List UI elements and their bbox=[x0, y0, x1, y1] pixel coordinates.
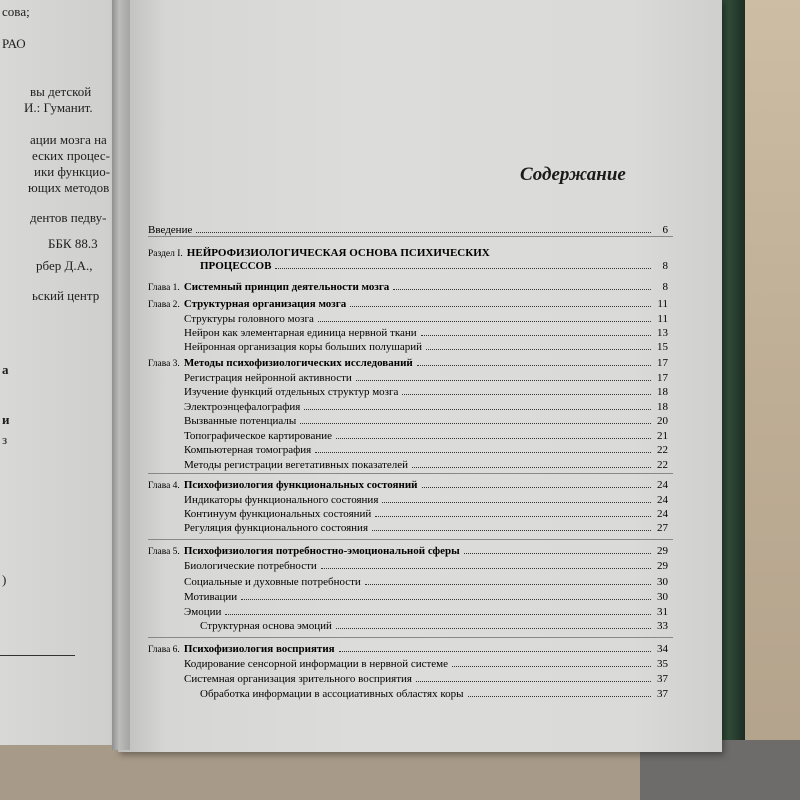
toc-chapter-entry bbox=[148, 355, 668, 369]
toc-separator bbox=[148, 473, 673, 474]
toc-entry-text: Топографическое картирование bbox=[184, 430, 333, 442]
toc-page-number: 18 bbox=[657, 401, 668, 413]
left-page-text-fragment: ьский центр bbox=[32, 288, 100, 303]
toc-entry-label bbox=[148, 545, 460, 557]
toc-page-number: 11 bbox=[657, 298, 668, 310]
toc-entry bbox=[200, 618, 668, 632]
toc-leader-dots bbox=[417, 365, 651, 366]
wooden-table bbox=[740, 0, 800, 760]
left-page-text-fragment: И.: Гуманит. bbox=[24, 100, 93, 115]
toc-entry-prefix: Глава 6. bbox=[148, 645, 180, 655]
toc-leader-dots bbox=[426, 349, 651, 350]
toc-leader-dots bbox=[300, 423, 651, 424]
toc-entry-text: Структуры головного мозга bbox=[184, 313, 314, 325]
toc-entry-text: Системный принцип деятельности мозга bbox=[183, 281, 390, 293]
toc-leader-dots bbox=[304, 409, 651, 410]
toc-entry bbox=[184, 589, 668, 603]
toc-page-number: 29 bbox=[657, 560, 668, 572]
toc-entry-label bbox=[200, 688, 464, 700]
toc-page-number: 34 bbox=[657, 643, 668, 655]
toc-entry-label bbox=[148, 643, 335, 655]
toc-page-number: 15 bbox=[657, 341, 668, 353]
toc-entry bbox=[184, 442, 668, 456]
toc-entry bbox=[184, 558, 668, 572]
left-page-text-fragment: ББК 88.3 bbox=[48, 236, 98, 251]
toc-chapter-entry bbox=[148, 245, 668, 259]
toc-entry-text: Социальные и духовные потребности bbox=[184, 576, 361, 588]
toc-page-number: 17 bbox=[657, 372, 668, 384]
toc-leader-dots bbox=[336, 438, 651, 439]
toc-leader-dots bbox=[416, 681, 651, 682]
left-page-text-fragment: дентов педву- bbox=[30, 210, 107, 225]
toc-leader-dots bbox=[452, 666, 651, 667]
toc-entry-label bbox=[148, 479, 418, 491]
toc-page-number: 18 bbox=[657, 386, 668, 398]
toc-entry-text: Методы психофизиологических исследований bbox=[183, 357, 413, 369]
toc-entry-label bbox=[184, 560, 317, 572]
toc-entry-text: НЕЙРОФИЗИОЛОГИЧЕСКАЯ ОСНОВА ПСИХИЧЕСКИХ bbox=[186, 247, 490, 259]
toc-entry bbox=[184, 370, 668, 384]
toc-page-number: 33 bbox=[657, 620, 668, 632]
toc-entry bbox=[184, 339, 668, 353]
left-page-text-fragment: ) bbox=[2, 572, 7, 587]
toc-entry-text: ПРОЦЕССОВ bbox=[200, 260, 272, 272]
toc-entry bbox=[184, 656, 668, 670]
toc-page-number: 22 bbox=[657, 459, 668, 471]
toc-page-number: 17 bbox=[657, 357, 668, 369]
toc-leader-dots bbox=[275, 268, 651, 269]
toc-leader-dots bbox=[468, 696, 651, 697]
toc-leader-dots bbox=[402, 394, 651, 395]
toc-entry bbox=[200, 258, 668, 272]
toc-entry-text: Эмоции bbox=[184, 606, 222, 618]
toc-entry-text: Введение bbox=[148, 224, 193, 236]
toc-entry-label bbox=[200, 620, 332, 632]
toc-entry-prefix: Глава 5. bbox=[148, 547, 180, 557]
toc-entry-text: Структурная основа эмоций bbox=[200, 620, 332, 632]
left-page-text-fragment: еских процес- bbox=[32, 148, 110, 163]
toc-leader-dots bbox=[393, 289, 651, 290]
toc-entry-prefix: Раздел I. bbox=[148, 249, 183, 259]
toc-chapter-entry bbox=[148, 279, 668, 293]
toc-entry-label bbox=[184, 401, 300, 413]
toc-leader-dots bbox=[336, 628, 651, 629]
toc-page-number: 6 bbox=[662, 224, 668, 236]
toc-entry-text: Нейронная организация коры больших полушарий bbox=[184, 341, 423, 353]
toc-page-number: 11 bbox=[657, 313, 668, 325]
toc-leader-dots bbox=[315, 452, 651, 453]
book-gutter bbox=[112, 0, 130, 750]
toc-leader-dots bbox=[356, 380, 651, 381]
left-page-text-fragment: ющих методов bbox=[28, 180, 110, 195]
toc-entry bbox=[148, 222, 668, 236]
toc-entry-text: Нейрон как элементарная единица нервной ткани bbox=[184, 327, 417, 339]
left-page-text-fragment: совa; bbox=[2, 4, 30, 19]
toc-entry-label bbox=[184, 508, 371, 520]
toc-entry-label bbox=[184, 522, 368, 534]
toc-chapter-entry bbox=[148, 641, 668, 655]
toc-leader-dots bbox=[196, 232, 651, 233]
toc-entry-text: Кодирование сенсорной информации в нервной системе bbox=[184, 658, 449, 670]
toc-entry bbox=[184, 325, 668, 339]
toc-entry-text: Континуум функциональных состояний bbox=[184, 508, 372, 520]
toc-leader-dots bbox=[412, 467, 651, 468]
toc-entry-label bbox=[148, 298, 346, 310]
toc-page-number: 37 bbox=[657, 688, 668, 700]
toc-page-number: 27 bbox=[657, 522, 668, 534]
toc-entry-label bbox=[184, 673, 412, 685]
toc-entry-text: Компьютерная томография bbox=[184, 444, 312, 456]
toc-page-number: 24 bbox=[657, 479, 668, 491]
toc-entry-text: Изучение функций отдельных структур мозга bbox=[184, 386, 399, 398]
toc-leader-dots bbox=[382, 502, 651, 503]
toc-leader-dots bbox=[422, 487, 651, 488]
toc-entry-label bbox=[184, 341, 422, 353]
toc-entry bbox=[184, 574, 668, 588]
toc-entry-text: Регистрация нейронной активности bbox=[184, 372, 352, 384]
toc-separator bbox=[148, 236, 673, 237]
toc-page-number: 30 bbox=[657, 591, 668, 603]
toc-entry-label bbox=[184, 658, 448, 670]
toc-page-number: 35 bbox=[657, 658, 668, 670]
toc-leader-dots bbox=[464, 553, 651, 554]
toc-entry-label bbox=[184, 444, 311, 456]
toc-entry bbox=[184, 428, 668, 442]
toc-entry-text: Индикаторы функционального состояния bbox=[184, 494, 379, 506]
toc-entry bbox=[200, 686, 668, 700]
toc-separator bbox=[148, 539, 673, 540]
toc-entry bbox=[184, 384, 668, 398]
toc-entry-label bbox=[184, 576, 361, 588]
toc-entry-prefix: Глава 2. bbox=[148, 300, 180, 310]
toc-page-number: 24 bbox=[657, 494, 668, 506]
toc-leader-dots bbox=[225, 614, 651, 615]
left-page-text-fragment: и bbox=[2, 412, 10, 427]
toc-leader-dots bbox=[241, 599, 651, 600]
toc-page-number: 22 bbox=[657, 444, 668, 456]
toc-entry bbox=[184, 604, 668, 618]
toc-entry-label bbox=[148, 224, 192, 236]
toc-entry-label bbox=[184, 327, 417, 339]
toc-page-number: 20 bbox=[657, 415, 668, 427]
toc-entry-text: Методы регистрации вегетативных показателей bbox=[184, 459, 409, 471]
toc-leader-dots bbox=[372, 530, 651, 531]
toc-entry-text: Психофизиология потребностно-эмоциональной сферы bbox=[183, 545, 460, 557]
left-page-text-fragment: ики функцио- bbox=[34, 164, 111, 179]
toc-leader-dots bbox=[350, 306, 651, 307]
left-page-text-fragment: з bbox=[2, 432, 8, 447]
toc-entry-text: Мотивации bbox=[184, 591, 238, 603]
toc-entry-label bbox=[184, 494, 378, 506]
toc-entry-prefix: Глава 1. bbox=[148, 283, 180, 293]
toc-entry-prefix: Глава 4. bbox=[148, 481, 180, 491]
toc-leader-dots bbox=[321, 568, 651, 569]
toc-page-number: 13 bbox=[657, 327, 668, 339]
left-page-text-fragment: ации мозга на bbox=[30, 132, 107, 147]
toc-entry-label bbox=[184, 430, 332, 442]
toc-title: Содержание bbox=[520, 164, 626, 185]
toc-entry-label bbox=[184, 415, 296, 427]
toc-entry-text: Психофизиология функциональных состояний bbox=[183, 479, 418, 491]
toc-entry bbox=[184, 492, 668, 506]
toc-page-number: 37 bbox=[657, 673, 668, 685]
left-page-rule bbox=[0, 655, 75, 656]
toc-page-number: 8 bbox=[662, 260, 668, 272]
toc-leader-dots bbox=[318, 321, 651, 322]
toc-entry bbox=[184, 506, 668, 520]
left-page-text-fragment: а bbox=[2, 362, 9, 377]
toc-entry-text: Электроэнцефалография bbox=[184, 401, 301, 413]
left-page-text-fragment: РАО bbox=[2, 36, 26, 51]
left-page-text-fragment: рбер Д.А., bbox=[36, 258, 93, 273]
toc-entry bbox=[184, 457, 668, 471]
toc-page-number: 24 bbox=[657, 508, 668, 520]
toc-entry bbox=[184, 311, 668, 325]
toc-page-number: 8 bbox=[662, 281, 668, 293]
toc-leader-dots bbox=[365, 584, 651, 585]
toc-leader-dots bbox=[375, 516, 651, 517]
toc-entry-label bbox=[148, 281, 389, 293]
toc-entry-label bbox=[184, 372, 352, 384]
left-page-text-fragment: вы детской bbox=[30, 84, 92, 99]
toc-entry-label bbox=[184, 606, 221, 618]
toc-leader-dots bbox=[339, 651, 651, 652]
toc-entry-text: Структурная организация мозга bbox=[183, 298, 347, 310]
toc-entry-text: Психофизиология восприятия bbox=[183, 643, 335, 655]
toc-page-number: 31 bbox=[657, 606, 668, 618]
toc-entry-label bbox=[148, 357, 413, 369]
toc-entry bbox=[184, 413, 668, 427]
toc-page-number: 30 bbox=[657, 576, 668, 588]
left-page bbox=[0, 0, 128, 745]
toc-entry-label bbox=[184, 386, 398, 398]
toc-entry-label bbox=[184, 459, 408, 471]
toc-entry bbox=[184, 671, 668, 685]
toc-entry-text: Системная организация зрительного восприятия bbox=[184, 673, 412, 685]
toc-entry bbox=[184, 520, 668, 534]
toc-chapter-entry bbox=[148, 296, 668, 310]
toc-entry-text: Обработка информации в ассоциативных областях коры bbox=[200, 688, 464, 700]
toc-page-number: 29 bbox=[657, 545, 668, 557]
toc-chapter-entry bbox=[148, 477, 668, 491]
toc-separator bbox=[148, 637, 673, 638]
toc-chapter-entry bbox=[148, 543, 668, 557]
toc-entry-text: Вызванные потенциалы bbox=[184, 415, 297, 427]
toc-entry-label bbox=[200, 260, 271, 272]
toc-entry-label bbox=[184, 591, 237, 603]
toc-entry-label bbox=[184, 313, 314, 325]
toc-entry-text: Регуляция функционального состояния bbox=[184, 522, 369, 534]
toc-leader-dots bbox=[421, 335, 651, 336]
toc-entry-prefix: Глава 3. bbox=[148, 359, 180, 369]
toc-page-number: 21 bbox=[657, 430, 668, 442]
toc-entry bbox=[184, 399, 668, 413]
toc-entry-text: Биологические потребности bbox=[184, 560, 317, 572]
